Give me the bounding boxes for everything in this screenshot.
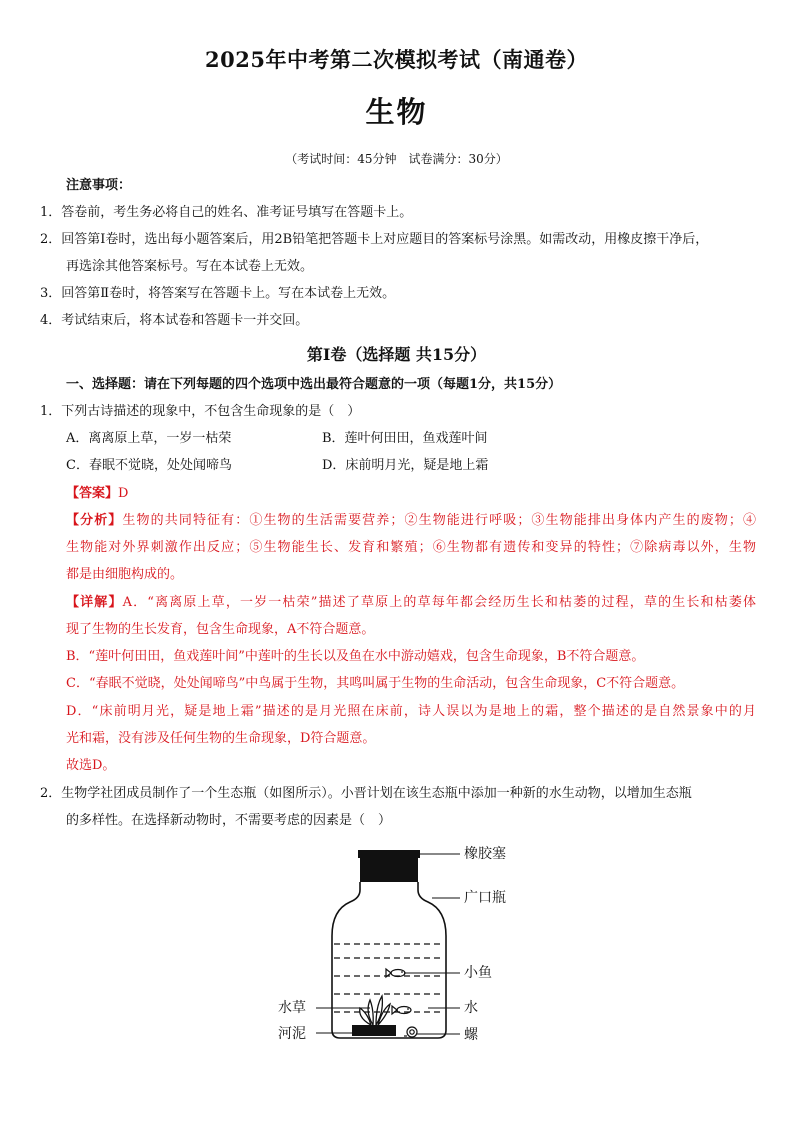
q1-option-d: D．床前明月光，疑是地上霜 xyxy=(322,458,489,473)
fish-icon xyxy=(392,1006,411,1014)
snail-icon xyxy=(404,1027,417,1037)
notes-heading: 注意事项： xyxy=(66,178,132,193)
exam-info: （考试时间：45分钟 试卷满分：30分） xyxy=(285,152,508,166)
ecosystem-bottle-diagram xyxy=(270,840,530,1055)
jar-outline xyxy=(332,882,446,1038)
q1-conclusion: 故选D。 xyxy=(66,758,116,773)
label-weed: 水草 xyxy=(278,1000,306,1016)
note-item-2-cont: 再选涂其他答案标号。写在本试卷上无效。 xyxy=(66,259,314,274)
analysis-text: 生物的共同特征有：①生物的生活需要营养；②生物能进行呼吸；③生物能排出身体内产生的废物；④ xyxy=(122,513,756,528)
note-item-3: 3．回答第Ⅱ卷时，将答案写在答题卡上。写在本试卷上无效。 xyxy=(40,286,396,301)
exam-title: 2025年中考第二次模拟考试（南通卷） xyxy=(205,47,588,72)
stopper-body xyxy=(360,858,418,882)
q1-detail-c: C．“春眠不觉晓，处处闻啼鸟”中鸟属于生物，其鸣叫属于生物的生命活动，包含生命现象，C不符合题意。 xyxy=(66,676,685,691)
waterweed-icon xyxy=(360,996,390,1025)
analysis-tag: 【分析】 xyxy=(66,513,123,528)
note-item-2: 2．回答第Ⅰ卷时，选出每小题答案后，用2B铅笔把答题卡上对应题目的答案标号涂黑。如需改动，用橡皮擦干净后， xyxy=(40,232,709,247)
label-fish: 小鱼 xyxy=(464,965,492,981)
question-1-stem: 1．下列古诗描述的现象中，不包含生命现象的是（ ） xyxy=(40,404,361,419)
label-stopper: 橡胶塞 xyxy=(464,846,506,862)
q1-answer xyxy=(66,485,756,503)
label-water: 水 xyxy=(464,1000,478,1016)
q1-detail-a-line-1 xyxy=(66,594,756,612)
mud-shape xyxy=(352,1025,396,1036)
question-2-stem-line-1: 2．生物学社团成员制作了一个生态瓶（如图所示）。小晋计划在该生态瓶中添加一种新的水生动物，以增加生态瓶 xyxy=(40,786,692,801)
question-2-stem-line-2: 的多样性。在选择新动物时，不需要考虑的因素是（ ） xyxy=(66,813,392,828)
answer-tag: 【答案】 xyxy=(66,486,119,501)
bottle-drawing xyxy=(270,840,530,1055)
q1-detail-d-line-1: D．“床前明月光，疑是地上霜”描述的是月光照在床前，诗人误以为是地上的霜，整个描述的是自然景象中的月 xyxy=(66,704,756,719)
stopper-shape xyxy=(358,850,420,858)
q1-analysis-line-1 xyxy=(66,512,756,530)
label-jar: 广口瓶 xyxy=(464,890,506,906)
detail-a-text: A．“离离原上草，一岁一枯荣”描述了草原上的草每年都会经历生长和枯萎的过程，草的生长和枯萎体 xyxy=(122,595,756,610)
q1-detail-d-line-2: 光和霜，没有涉及任何生物的生命现象，D符合题意。 xyxy=(66,731,376,746)
q1-option-c: C．春眠不觉晓，处处闻啼鸟 xyxy=(66,458,232,473)
q1-analysis-line-3: 都是由细胞构成的。 xyxy=(66,567,184,582)
q1-option-b: B．莲叶何田田，鱼戏莲叶间 xyxy=(322,431,488,446)
note-item-4: 4．考试结束后，将本试卷和答题卡一并交回。 xyxy=(40,313,309,328)
q1-detail-a-line-2: 现了生物的生长发育，包含生命现象，A不符合题意。 xyxy=(66,622,375,637)
q1-analysis-line-2: 生物能对外界刺激作出反应；⑤生物能生长、发育和繁殖；⑥生物都有遗传和变异的特性；⑦除病毒以外，生物 xyxy=(66,540,756,555)
section-title: 第Ⅰ卷（选择题 共15分） xyxy=(306,345,487,364)
subject-title: 生物 xyxy=(365,95,428,129)
q1-option-a: A．离离原上草，一岁一枯荣 xyxy=(66,431,232,446)
answer-value: D xyxy=(118,486,129,501)
q1-detail-b: B．“莲叶何田田，鱼戏莲叶间”中莲叶的生长以及鱼在水中游动嬉戏，包含生命现象，B不符合题意。 xyxy=(66,649,645,664)
detail-tag: 【详解】 xyxy=(66,595,123,610)
label-mud: 河泥 xyxy=(278,1026,306,1042)
label-snail: 螺 xyxy=(464,1027,478,1043)
section-instruction: 一、选择题：请在下列每题的四个选项中选出最符合题意的一项（每题1分，共15分） xyxy=(66,377,562,392)
note-item-1: 1．答卷前，考生务必将自己的姓名、准考证号填写在答题卡上。 xyxy=(40,205,413,220)
